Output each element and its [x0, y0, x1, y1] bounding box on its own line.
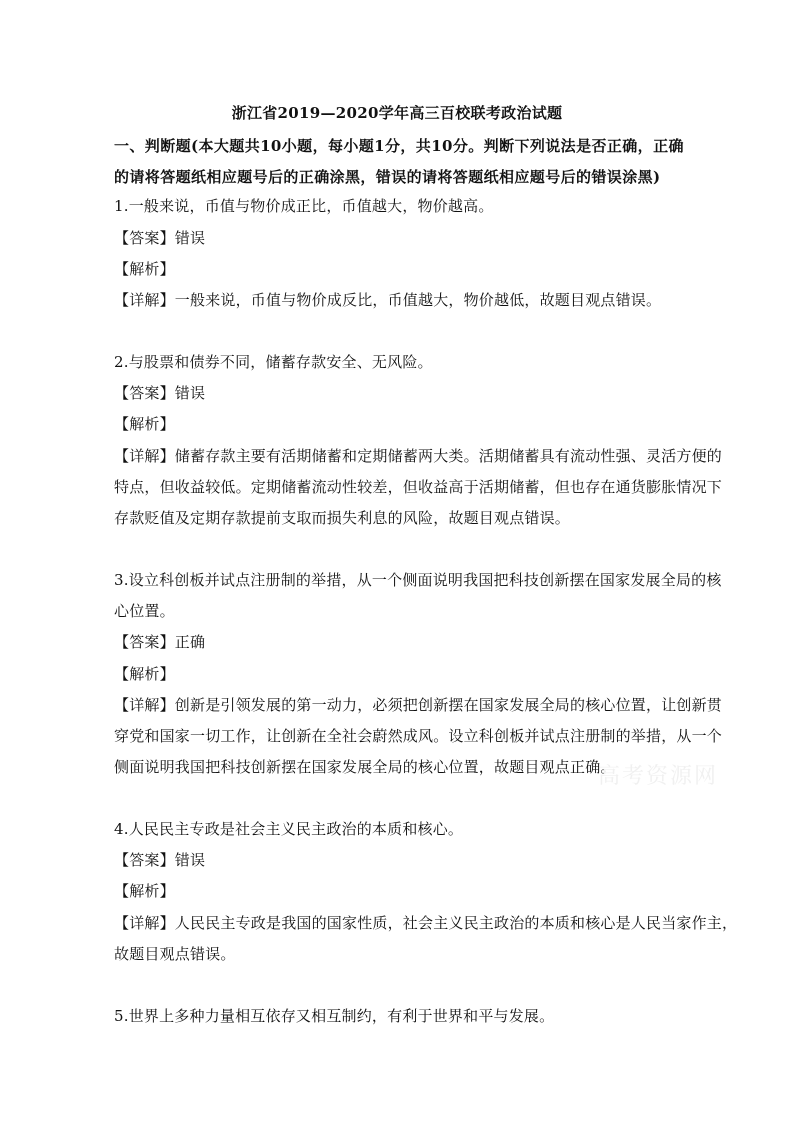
- q1-analysis: 【解析】: [114, 260, 175, 278]
- q3-answer: 【答案】正确: [114, 633, 206, 651]
- q4-detail-line-1: 【详解】人民民主专政是我国的国家性质，社会主义民主政治的本质和核心是人民当家作主，: [114, 914, 738, 932]
- q4-detail-line-2: 故题目观点错误。: [114, 945, 236, 963]
- q2-question: 2.与股票和债券不同，储蓄存款安全、无风险。: [114, 353, 433, 371]
- q3-analysis: 【解析】: [114, 665, 175, 683]
- q4-answer: 【答案】错误: [114, 851, 206, 869]
- q4-question: 4.人民民主专政是社会主义民主政治的本质和核心。: [114, 820, 464, 838]
- q2-analysis: 【解析】: [114, 415, 175, 433]
- q2-detail-line-3: 存款贬值及定期存款提前支取而损失利息的风险，故题目观点错误。: [114, 509, 571, 527]
- document-title: 浙江省2019—2020学年高三百校联考政治试题: [231, 104, 563, 122]
- q3-detail-line-3: 侧面说明我国把科技创新摆在国家发展全局的核心位置，故题目观点正确。: [114, 758, 616, 776]
- section-heading: 一、判断题(本大题共10小题，每小题1分，共10分。判断下列说法是否正确，正确的请将答题纸相应题号后的正确涂黑，错误的请将答题纸相应题号后的错误涂黑): [114, 137, 684, 186]
- watermark-text: 高考资源网: [598, 764, 719, 789]
- q1-question: 1.一般来说，币值与物价成正比，币值越大，物价越高。: [114, 197, 494, 215]
- q3-question-line-1: 3.设立科创板并试点注册制的举措，从一个侧面说明我国把科技创新摆在国家发展全局的核: [114, 571, 722, 589]
- q3-detail-line-1: 【详解】创新是引领发展的第一动力，必须把创新摆在国家发展全局的核心位置，让创新贯: [114, 696, 723, 714]
- q3-question-line-2: 心位置。: [114, 602, 175, 620]
- q5-question: 5.世界上多种力量相互依存又相互制约，有利于世界和平与发展。: [114, 1007, 555, 1025]
- q4-analysis: 【解析】: [114, 882, 175, 900]
- q1-answer: 【答案】错误: [114, 229, 206, 247]
- q2-detail-line-2: 特点，但收益较低。定期储蓄流动性较差，但收益高于活期储蓄，但也存在通货膨胀情况下: [114, 478, 723, 496]
- q3-detail-line-2: 穿党和国家一切工作，让创新在全社会蔚然成风。设立科创板并试点注册制的举措，从一个: [114, 727, 723, 745]
- q2-detail-line-1: 【详解】储蓄存款主要有活期储蓄和定期储蓄两大类。活期储蓄具有流动性强、灵活方便的: [114, 447, 723, 465]
- q1-detail: 【详解】一般来说，币值与物价成反比，币值越大，物价越低，故题目观点错误。: [114, 291, 662, 309]
- q2-answer: 【答案】错误: [114, 384, 206, 402]
